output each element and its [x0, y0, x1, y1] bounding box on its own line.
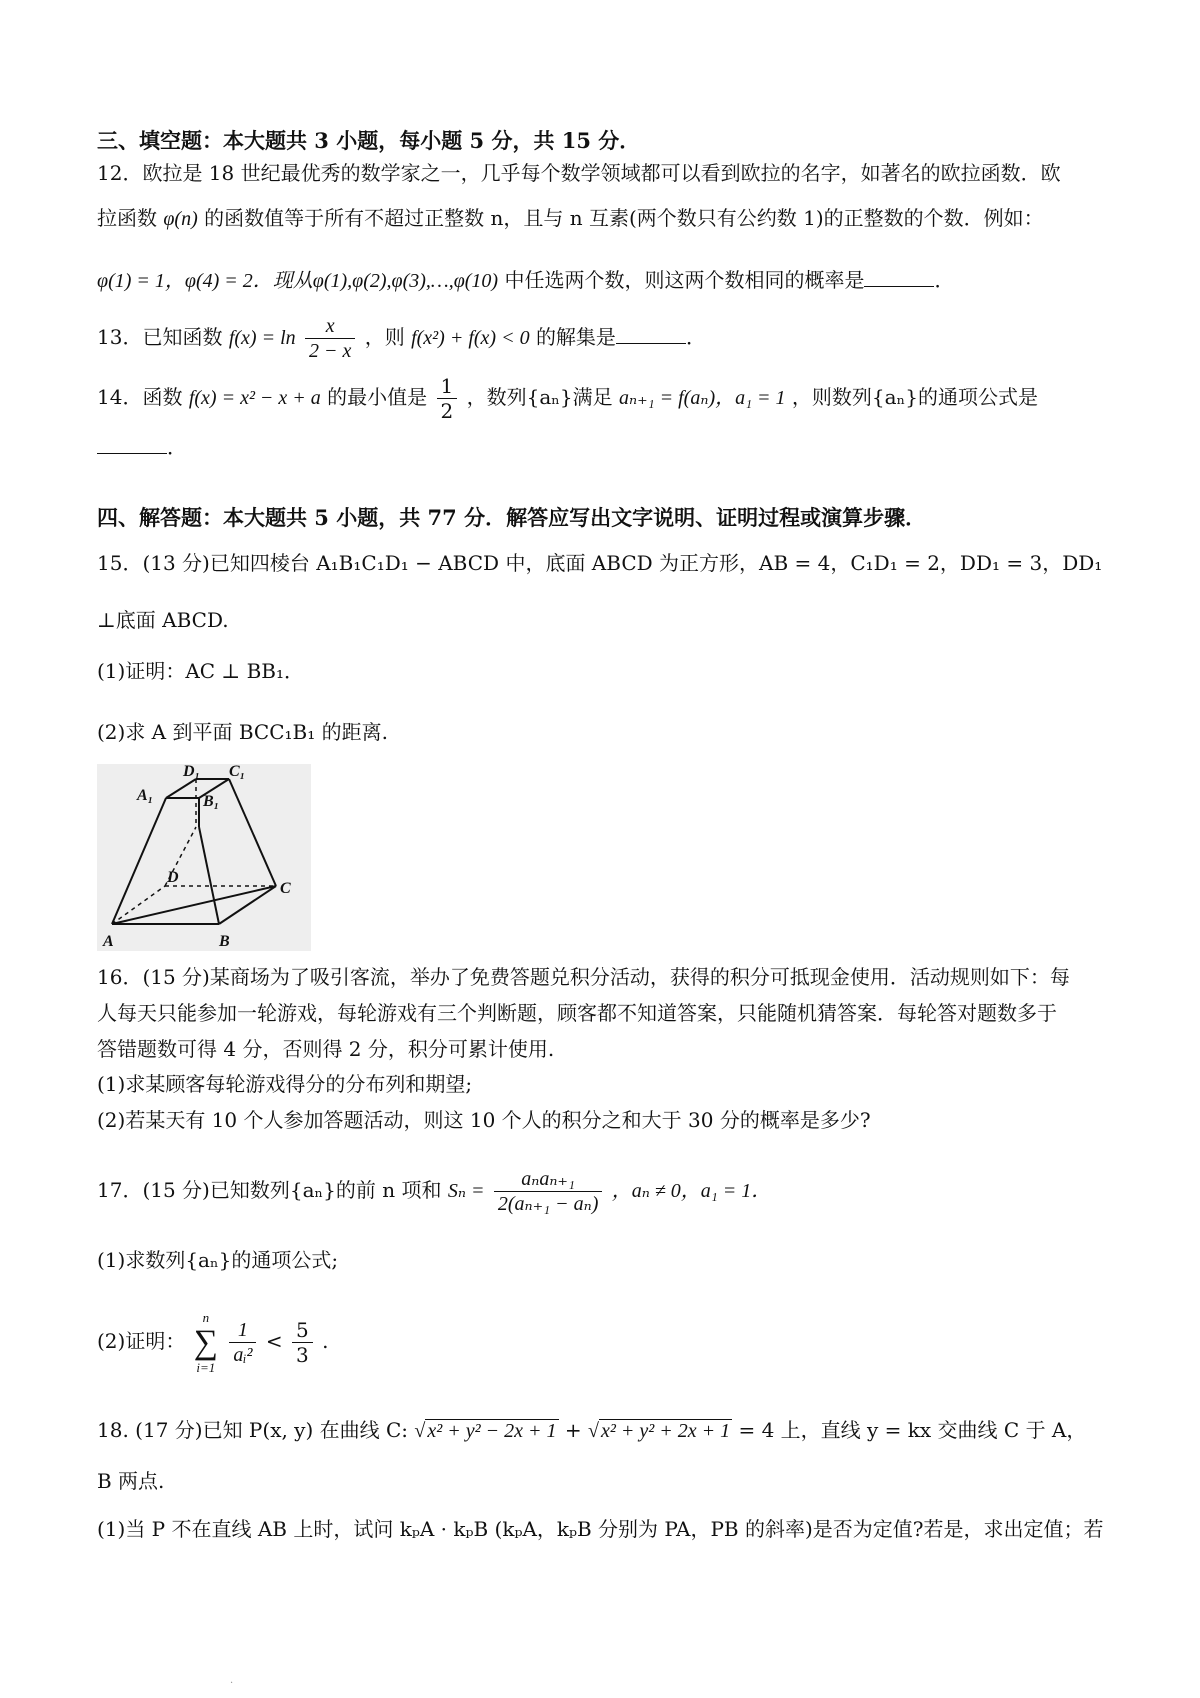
q12-line3	[97, 265, 1112, 296]
q14-num: 1	[437, 374, 458, 399]
q18-suffix: = 4 上，直线 y = kx 交曲线 C 于 A，	[738, 1418, 1087, 1442]
q17-part1: (1)求数列{aₙ}的通项公式;	[97, 1248, 339, 1272]
q18-sqrt2: √ x² + y² + 2x + 1	[588, 1420, 731, 1442]
q13-mid: ，则	[364, 325, 405, 349]
q14-den: 2	[440, 399, 454, 423]
q17-p2-fraction	[229, 1318, 256, 1367]
q14-end: ．	[167, 435, 187, 459]
q18-prefix: 18. (17 分)已知 P(x, y) 在曲线 C:	[97, 1418, 409, 1442]
q17-den: 2(aₙ₊₁ − aₙ)	[497, 1193, 599, 1215]
q17-p2-rnum: 5	[292, 1318, 313, 1343]
section-4-title: 四、解答题：本大题共 5 小题，共 77 分．解答应写出文字说明、证明过程或演算步骤．	[97, 505, 927, 530]
q13-fraction	[305, 314, 355, 363]
edge-ac	[112, 886, 276, 924]
edge-a1d1	[166, 779, 196, 798]
q12-euler-phi: φ(n)	[163, 208, 198, 230]
label-B: B	[219, 933, 230, 950]
q14-mid2: ，数列{aₙ}满足	[466, 385, 613, 409]
label-C: C	[280, 880, 291, 897]
q17-p2-rhs	[292, 1318, 313, 1367]
q16-line3: 答错题数可得 4 分，否则得 2 分，积分可累计使用.	[97, 1037, 555, 1061]
q14-prefix: 14．函数	[97, 385, 183, 409]
q15-line2: ⊥底面 ABCD.	[97, 608, 229, 632]
label-B1: B₁	[203, 793, 220, 810]
label-C1: C₁	[229, 764, 246, 780]
radicand-2: x² + y² + 2x + 1	[600, 1420, 731, 1442]
q18-part1: (1)当 P 不在直线 AB 上时，试问 kₚA · kₚB (kₚA，kₚB 分别为 PA，PB 的斜率)是否为定值?若是，求出定值；若	[97, 1517, 1104, 1541]
q17-p2-prefix: (2)证明：	[97, 1329, 186, 1353]
answer-blank[interactable]	[616, 325, 686, 344]
q17-suffix: ，aₙ ≠ 0，a₁ = 1．	[611, 1180, 772, 1202]
label-A1: A₁	[137, 787, 154, 804]
q17-p2-lt: <	[265, 1329, 283, 1353]
q16-line2: 人每天只能参加一轮游戏，每轮游戏有三个判断题，顾客都不知道答案，只能随机猜答案．每轮答对题数多于	[97, 1001, 1057, 1025]
q13-den: 2 − x	[308, 340, 352, 362]
q17-p2-end: .	[322, 1329, 329, 1353]
q13-fx: f(x) = ln	[228, 327, 296, 349]
q13-num: x	[305, 314, 355, 339]
frustum-figure	[97, 764, 311, 951]
q13-suffix: 的解集是	[535, 325, 616, 349]
q13	[97, 312, 1112, 363]
q15-line1: 15．(13 分)已知四棱台 A₁B₁C₁D₁ − ABCD 中，底面 ABCD 为正方形，AB = 4，C₁D₁ = 2，DD₁ = 3，DD₁	[97, 551, 1103, 575]
radicand-1: x² + y² − 2x + 1	[427, 1420, 557, 1442]
label-D: D	[167, 869, 179, 886]
q12-line3-b: 中任选两个数，则这两个数相同的概率是	[504, 268, 865, 292]
q17-prefix: 17．(15 分)已知数列{aₙ}的前 n 项和	[97, 1178, 442, 1202]
sum-lower: i=1	[196, 1359, 216, 1375]
answer-blank[interactable]	[97, 435, 167, 454]
q18-plus: +	[564, 1418, 582, 1442]
q14-suffix: ，则数列{aₙ}的通项公式是	[791, 385, 1038, 409]
q12-line2-a: 拉函数	[97, 206, 157, 230]
q13-inequality: f(x²) + f(x) < 0	[411, 327, 530, 349]
q18-line2: B 两点.	[97, 1469, 165, 1493]
q14-line2	[97, 432, 1112, 462]
q17-part2	[97, 1306, 1112, 1376]
section-3-title: 三、填空题：本大题共 3 小题，每小题 5 分，共 15 分．	[97, 128, 641, 153]
page-footer-mark: ·	[230, 1678, 234, 1689]
q12-line2-b: 的函数值等于所有不超过正整数 n，且与 n 互素(两个数只有公约数 1)的正整数的个数．例如：	[204, 206, 1044, 230]
sum-upper: n	[202, 1309, 210, 1325]
edge-c1c	[229, 779, 276, 886]
q14	[97, 372, 1112, 423]
q12-phi-values: φ(1) = 1，φ(4) = 2．现从φ(1),φ(2),φ(3),…,φ(10)	[97, 270, 499, 292]
q17	[97, 1162, 1112, 1219]
q14-recurrence: aₙ₊₁ = f(aₙ)，a₁ = 1	[619, 387, 786, 409]
q15-part1: (1)证明：AC ⊥ BB₁．	[97, 659, 305, 683]
q17-fraction	[494, 1167, 603, 1216]
q18-sqrt1: √ x² + y² − 2x + 1	[414, 1420, 557, 1442]
q16-part1: (1)求某顾客每轮游戏得分的分布列和期望;	[97, 1072, 473, 1096]
q17-p2-den: aᵢ²	[233, 1344, 253, 1366]
q13-end: ．	[685, 325, 706, 349]
label-A: A	[103, 933, 114, 950]
answer-blank[interactable]	[864, 268, 934, 287]
q17-p2-rden: 3	[295, 1343, 309, 1367]
q14-mid1: 的最小值是	[327, 385, 428, 409]
q16-line1: 16．(15 分)某商场为了吸引客流，举办了免费答题兑积分活动，获得的积分可抵现金使用．活动规则如下：每	[97, 965, 1070, 989]
q14-fx: f(x) = x² − x + a	[188, 387, 321, 409]
q12-line1: 12．欧拉是 18 世纪最优秀的数学家之一，几乎每个数学领域都可以看到欧拉的名字，如著名的欧拉函数．欧	[97, 161, 1061, 185]
q17-sn: Sₙ =	[447, 1180, 485, 1202]
label-D1: D₁	[183, 764, 201, 780]
q12-line2	[97, 203, 1112, 234]
frustum-diagram	[97, 764, 311, 951]
q16-part2: (2)若某天有 10 个人参加答题活动，则这 10 个人的积分之和大于 30 分的概率是多少?	[97, 1108, 871, 1132]
q12-end: ．	[934, 268, 955, 292]
sigma-symbol: ∑	[193, 1323, 218, 1361]
summation	[194, 1310, 218, 1376]
q17-p2-num: 1	[229, 1318, 256, 1343]
q17-num: aₙaₙ₊₁	[494, 1167, 603, 1192]
edge-b1b	[199, 827, 219, 924]
q13-prefix: 13．已知函数	[97, 325, 223, 349]
q14-fraction	[437, 374, 458, 423]
q18-line1	[97, 1410, 1112, 1451]
q15-part2: (2)求 A 到平面 BCC₁B₁ 的距离.	[97, 720, 388, 744]
